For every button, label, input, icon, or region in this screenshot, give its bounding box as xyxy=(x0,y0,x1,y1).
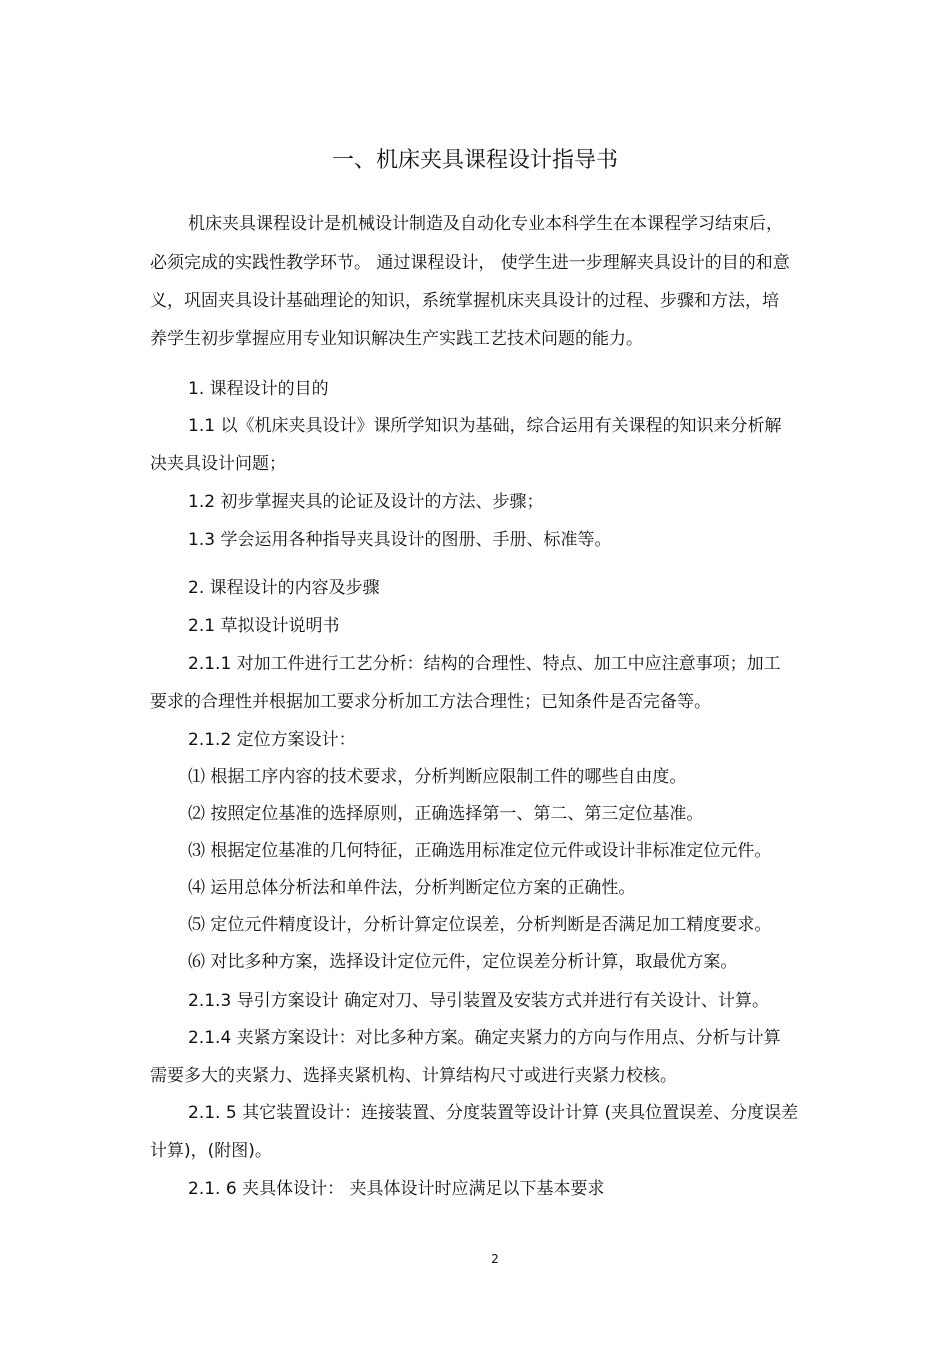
page-title: 一、机床夹具课程设计指导书 xyxy=(331,148,618,173)
item-1-2: 1.2 初步掌握夹具的论证及设计的方法、步骤； xyxy=(188,492,544,512)
item-2-1-5-line-1: 2.1. 5 其它装置设计：连接装置、分度装置等设计计算 (夹具位置误差、分度误差 xyxy=(188,1103,799,1123)
item-2-1: 2.1 草拟设计说明书 xyxy=(188,616,340,636)
item-2-1-6: 2.1. 6 夹具体设计： 夹具体设计时应满足以下基本要求 xyxy=(188,1179,605,1199)
intro-line-4: 养学生初步掌握应用专业知识解决生产实践工艺技术问题的能力。 xyxy=(150,329,643,349)
item-1-1-line-1: 1.1 以《机床夹具设计》课所学知识为基础，综合运用有关课程的知识来分析解 xyxy=(188,416,782,436)
list-item-2: ⑵ 按照定位基准的选择原则，正确选择第一、第二、第三定位基准。 xyxy=(188,804,704,824)
item-2-1-4-line-2: 需要多大的夹紧力、选择夹紧机构、计算结构尺寸或进行夹紧力校核。 xyxy=(150,1066,677,1086)
page-number: 2 xyxy=(491,1252,499,1266)
section-1-heading: 1. 课程设计的目的 xyxy=(188,379,329,399)
item-1-3: 1.3 学会运用各种指导夹具设计的图册、手册、标准等。 xyxy=(188,530,612,550)
item-2-1-4-line-1: 2.1.4 夹紧方案设计：对比多种方案。确定夹紧力的方向与作用点、分析与计算 xyxy=(188,1028,781,1048)
intro-line-1: 机床夹具课程设计是机械设计制造及自动化专业本科学生在本课程学习结束后， xyxy=(188,214,783,234)
item-2-1-3: 2.1.3 导引方案设计 确定对刀、导引装置及安装方式并进行有关设计、计算。 xyxy=(188,991,770,1011)
list-item-3: ⑶ 根据定位基准的几何特征，正确选用标准定位元件或设计非标准定位元件。 xyxy=(188,841,772,861)
item-1-1-line-2: 决夹具设计问题； xyxy=(150,454,286,474)
item-2-1-2: 2.1.2 定位方案设计： xyxy=(188,730,356,750)
list-item-1: ⑴ 根据工序内容的技术要求，分析判断应限制工件的哪些自由度。 xyxy=(188,767,687,787)
list-item-4: ⑷ 运用总体分析法和单件法，分析判断定位方案的正确性。 xyxy=(188,878,636,898)
item-2-1-1-line-1: 2.1.1 对加工件进行工艺分析：结构的合理性、特点、加工中应注意事项；加工 xyxy=(188,654,781,674)
section-2-heading: 2. 课程设计的内容及步骤 xyxy=(188,578,380,598)
intro-line-2: 必须完成的实践性教学环节。 通过课程设计， 使学生进一步理解夹具设计的目的和意 xyxy=(150,253,790,273)
intro-line-3: 义，巩固夹具设计基础理论的知识，系统掌握机床夹具设计的过程、步骤和方法，培 xyxy=(150,291,779,311)
list-item-5: ⑸ 定位元件精度设计，分析计算定位误差，分析判断是否满足加工精度要求。 xyxy=(188,915,772,935)
item-2-1-5-line-2: 计算)，(附图)。 xyxy=(150,1141,272,1161)
item-2-1-1-line-2: 要求的合理性并根据加工要求分析加工方法合理性；已知条件是否完备等。 xyxy=(150,692,711,712)
list-item-6: ⑹ 对比多种方案，选择设计定位元件，定位误差分析计算，取最优方案。 xyxy=(188,952,738,972)
